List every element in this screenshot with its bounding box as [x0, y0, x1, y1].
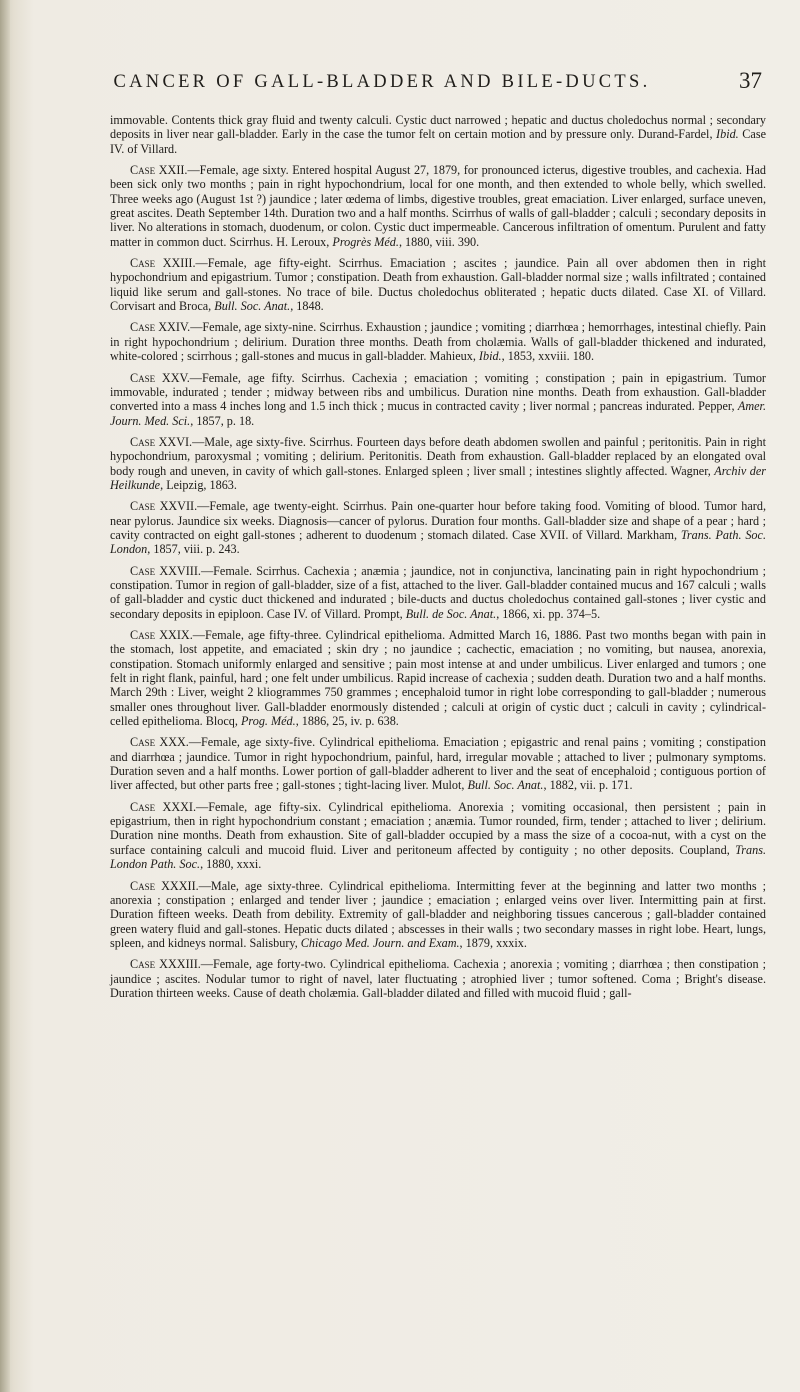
- case-label: Case XXIX.: [130, 628, 193, 642]
- case-paragraph: [110, 879, 766, 951]
- case-text: , 1886, 25, iv. p. 638.: [295, 714, 399, 729]
- case-text: , 1880, xxxi.: [200, 857, 262, 872]
- case-text: —Male, age sixty-three. Cylindrical epithelioma. Intermitting fever at the beginning and latter two months ; anorexia ; constipation ; enlarged and tender liver ; jaundice ; emaciation ; enlarged veins over liver. Intermitting pain at first. Duration fifteen weeks. Death from debility. Extremity of gall-bladder and neighboring tissues cancerous ; gall-bladder contained green watery fluid and gall-stones. Hepatic ducts dilated ; abscesses in their walls ; two secondary masses in right lobe. Heart, lungs, spleen, and kidneys normal. Salisbury,: [110, 878, 766, 950]
- page-number: 37: [739, 68, 762, 93]
- case-paragraph: [110, 371, 766, 428]
- case-paragraph: [110, 320, 766, 363]
- case-paragraph: [110, 435, 766, 492]
- citation-title: Bull. Soc. Anat.: [214, 299, 291, 314]
- citation-title: Archiv der Heilkunde: [110, 463, 766, 492]
- case-paragraph: [110, 564, 766, 621]
- case-text: —Female. Scirrhus. Cachexia ; anæmia ; jaundice, not in conjunctiva, lancinating pain in right hypochondrium ; constipation. Tumor in region of gall-bladder, size of a fist, attached to the liver. Gall-bladder contained mucus and 167 calculi ; walls of gall-bladder and cystic duct thickened and indurated ; bile-ducts and ductus choledochus contained gall-stones ; liver cystic and secondary deposits in epiploon. Case IV. of Villard. Prompt,: [110, 563, 766, 621]
- case-text: —Female, age fifty-six. Cylindrical epithelioma. Anorexia ; vomiting occasional, then persistent ; pain in epigastrium, then in right hypochondrium constant ; emaciation ; anæmia. Tumor rounded, firm, tender ; attached to liver ; delirium. Duration nine months. Death from exhaustion. Site of gall-bladder occupied by a mass the size of a cocoa-nut, with a cyst on the surface containing calculi and mucoid fluid. Liver and peritoneum affected by contiguity ; no other deposits. Coupland,: [110, 799, 766, 857]
- case-paragraph: [110, 628, 766, 728]
- citation-title: Bull. de Soc. Anat.: [405, 606, 497, 621]
- case-label: Case XXIII.: [130, 256, 196, 271]
- case-paragraph: [110, 957, 766, 1000]
- case-label: Case XXVII.: [130, 499, 198, 514]
- case-label: Case XXVIII.: [130, 563, 201, 578]
- case-text: —Female, age sixty. Entered hospital August 27, 1879, for pronounced icterus, digestive troubles, and cachexia. Had been sick only two months ; pain in right hypochondrium, local for one month, and then extended to whole belly, which swelled. Three weeks ago (August 1st ?) jaundice ; later œdema of limbs, digestive troubles, great emaciation. Liver enlarged, surface uneven, great ascites. Death September 14th. Duration two and a half months. Scirrhus of walls of gall-bladder ; calculi ; secondary deposits in liver. No alterations in stomach, duodenum, or colon. Cystic duct impermeable. Cancerous infiltration of omentum. Purulent and fatty matter in common duct. Scirrhus. H. Leroux,: [110, 163, 766, 249]
- page-spine-shadow: [0, 0, 10, 1392]
- case-paragraph: [110, 800, 766, 872]
- case-paragraph: [110, 735, 766, 792]
- citation-title: Ibid.: [716, 127, 739, 142]
- case-label: Case XXX.: [130, 735, 189, 750]
- case-text: —Female, age fifty-eight. Scirrhus. Emaciation ; ascites ; jaundice. Pain all over abdomen then in right hypochondrium and epigastrium. Tumor ; constipation. Death from exhaustion. Gall-bladder normal size ; walls infiltrated ; contained liquid like serum and gall-stones. No trace of bile. Ductus choledochus obliterated ; hepatic ducts dilated. Case XI. of Villard. Corvisart and Broca,: [110, 256, 766, 314]
- case-label: Case XXXIII.: [130, 957, 201, 972]
- citation-title: Trans. London Path. Soc.: [110, 842, 766, 872]
- case-label: Case XXII.: [130, 163, 188, 178]
- case-text: , 1848.: [290, 299, 324, 314]
- citation-title: Ibid.: [478, 349, 502, 364]
- case-paragraph: [110, 256, 766, 313]
- case-label: Case XXIV.: [130, 320, 191, 335]
- case-text: —Female, age sixty-nine. Scirrhus. Exhaustion ; jaundice ; vomiting ; diarrhœa ; hemorrhages, intestinal chiefly. Pain in right hypochondrium ; delirium. Duration three months. Death from cholæmia. Walls of gall-bladder thickened and indurated, white-colored ; scirrhous ; gall-stones and mucus in gall-bladder. Mahieux,: [110, 320, 766, 364]
- case-text: , Leipzig, 1863.: [160, 477, 237, 492]
- case-text: immovable. Contents thick gray fluid and twenty calculi. Cystic duct narrowed ; hepatic and ductus choledochus normal ; secondary deposits in liver near gall-bladder. Early in the case the tumor felt on certain motion and by pressure only. Durand-Fardel,: [110, 113, 766, 142]
- case-text: —Female, age fifty. Scirrhus. Cachexia ; emaciation ; vomiting ; constipation ; pain in epigastrium. Tumor immovable, indurated ; tender ; midway between ribs and umbilicus. Duration nine months. Death from exhaustion. Gall-bladder converted into a mass 4 inches long and 1.5 inch thick ; mucus in contracted cavity ; liver normal ; pancreas indurated. Pepper,: [110, 370, 766, 414]
- case-paragraph: [110, 163, 766, 249]
- case-text: —Female, age forty-two. Cylindrical epithelioma. Cachexia ; anorexia ; vomiting ; diarrhœa ; then constipation ; jaundice ; ascites. Nodular tumor to right of navel, later fluctuating ; atrophied liver ; tumor softened. Coma ; Bright's disease. Duration thirteen weeks. Cause of death cholæmia. Gall-bladder dilated and filled with mucoid fluid ; gall-: [110, 957, 766, 1000]
- citation-title: Prog. Méd.: [240, 714, 296, 729]
- case-text: , 1879, xxxix.: [459, 935, 527, 950]
- running-head-title: CANCER OF GALL-BLADDER AND BILE-DUCTS.: [113, 72, 651, 92]
- case-label: Case XXXI.: [130, 799, 197, 814]
- case-text-body: [110, 113, 766, 1007]
- case-paragraph: [110, 113, 766, 156]
- case-paragraph: [110, 499, 766, 556]
- case-label: Case XXXII.: [130, 878, 199, 893]
- citation-title: Trans. Path. Soc. London: [110, 527, 766, 557]
- case-text: —Female, age fifty-three. Cylindrical epithelioma. Admitted March 16, 1886. Past two months began with pain in the stomach, lost appetite, and emaciated ; skin dry ; no jaundice ; cachectic, emaciation ; no vomiting, but nausea, anorexia, constipation. Stomach uniformly enlarged and sensitive ; pain most intense at and under umbilicus. Liver enlarged and tumors ; one felt in right flank, painful, hard ; one felt under umbilicus. Rapid increase of cachexia ; sudden death. Duration two and a half months. March 29th : Liver, weight 2 kliogrammes 750 grammes ; encephaloid tumor in right lobe corresponding to gall-bladder ; numerous smaller ones throughout liver. Gall-bladder enormously distended ; calculi at origin of cystic duct ; calculi in cavity ; cylindrical-celled epithelioma. Blocq,: [110, 628, 766, 729]
- citation-title: Chicago Med. Journ. and Exam.: [300, 935, 460, 950]
- citation-title: Amer. Journ. Med. Sci.: [110, 399, 766, 428]
- citation-title: Bull. Soc. Anat.: [467, 778, 544, 793]
- case-label: Case XXV.: [130, 370, 190, 385]
- case-text: —Female, age sixty-five. Cylindrical epithelioma. Emaciation ; epigastric and renal pains ; vomiting ; constipation and diarrhœa ; jaundice. Tumor in right hypochondrium, painful, hard, irregular movable ; attached to liver ; pulmonary symptoms. Duration seven and a half months. Lower portion of gall-bladder adherent to liver and the seat of encephaloid ; contiguous portion of liver affected, but other parts free ; gall-stones ; tight-lacing liver. Mulot,: [110, 735, 766, 793]
- case-text: Case IV. of Villard.: [110, 127, 766, 156]
- case-text: , 1866, xi. pp. 374–5.: [496, 606, 601, 621]
- running-head: [82, 68, 762, 102]
- case-text: , 1857, viii. p. 243.: [147, 542, 240, 557]
- case-label: Case XXVI.: [130, 434, 193, 449]
- case-text: , 1853, xxviii. 180.: [501, 349, 595, 364]
- case-text: , 1882, vii. p. 171.: [543, 778, 633, 793]
- case-text: —Female, age twenty-eight. Scirrhus. Pain one-quarter hour before taking food. Vomiting of blood. Tumor hard, near pylorus. Jaundice six weeks. Diagnosis—cancer of pylorus. Duration four months. Gall-bladder size and shape of a pear ; hard ; cavity contracted on eight gall-stones ; adherent to duodenum ; stomach dilated. Case XVII. of Villard. Markham,: [110, 499, 767, 542]
- citation-title: Progrès Méd.: [332, 234, 399, 249]
- case-text: —Male, age sixty-five. Scirrhus. Fourteen days before death abdomen swollen and painful ; peritonitis. Pain in right hypochondrium, paroxysmal ; vomiting ; delirium. Peritonitis. Death from exhaustion. Gall-bladder replaced by an elongated oval body rough and uneven, in cavity of which gall-stones. Enlarged spleen ; liver small ; intestines slightly affected. Wagner,: [110, 434, 766, 478]
- case-text: , 1880, viii. 390.: [398, 234, 480, 249]
- case-text: , 1857, p. 18.: [190, 413, 255, 428]
